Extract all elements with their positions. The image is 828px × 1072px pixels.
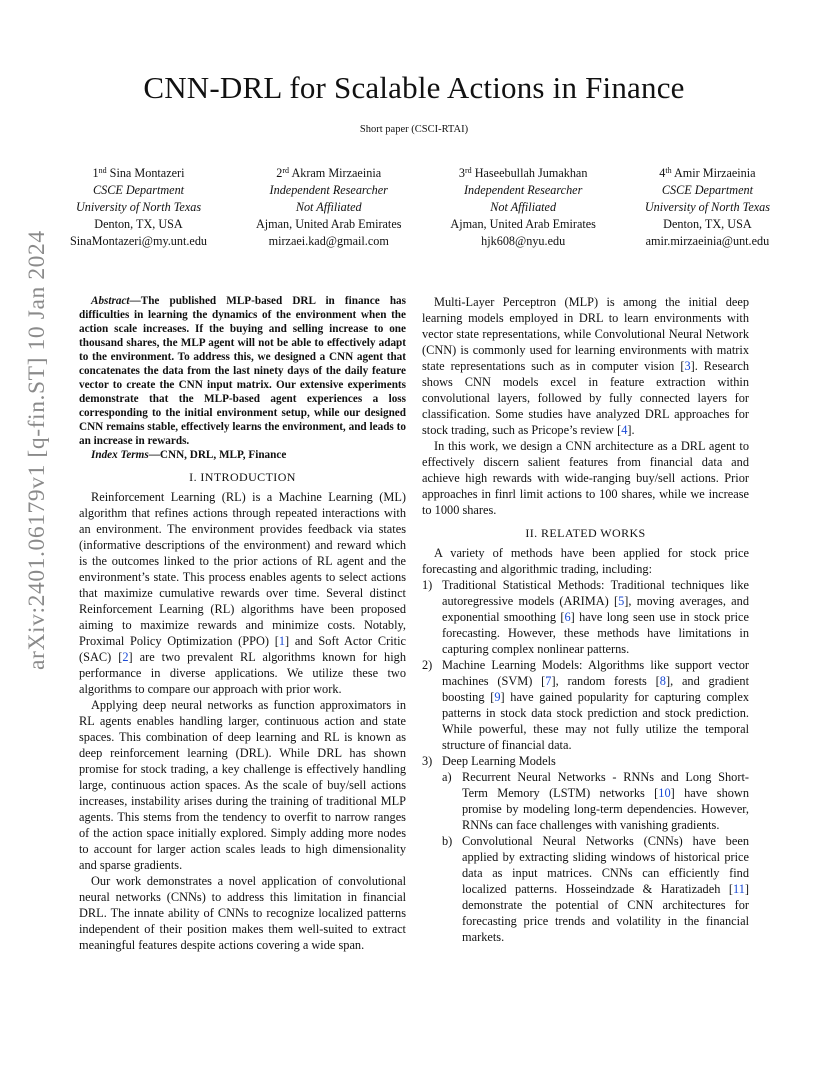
index-terms-text: —CNN, DRL, MLP, Finance: [148, 449, 287, 461]
author-4: [645, 162, 770, 250]
author-email: mirzaei.kad@gmail.com: [268, 234, 389, 248]
methods-list: [422, 577, 749, 945]
abstract-lead: Abstract: [91, 295, 130, 307]
citation-link[interactable]: [ 10 ]: [654, 786, 675, 800]
section-heading-introduction: I. INTRODUCTION: [189, 470, 296, 484]
author-name: 3rd Haseebullah Jumakhan: [458, 166, 588, 180]
author-3: [450, 162, 596, 250]
citation-link[interactable]: [ 5 ]: [614, 594, 628, 608]
related-intro-paragraph: A variety of methods have been applied for stock price forecasting and algorithmic trading, including:: [422, 546, 749, 576]
author-email: hjk608@nyu.edu: [481, 234, 566, 248]
author-affiliation: Not Affiliated: [295, 200, 362, 214]
author-2: [256, 162, 402, 250]
citation-link[interactable]: [ 9 ]: [490, 690, 504, 704]
citation-link[interactable]: [ 6 ]: [560, 610, 574, 624]
author-1: [70, 162, 207, 250]
list-item: 2) Machine Learning Models: Algorithms like support vector machines (SVM) [ 7 ] , random forests [ 8 ] , and gradient boosting [ 9 ] have gained popularity for capturing complex patterns in stock data stock prediction and stock prediction. While powerful, these may not fully utilize the temporal structure of financial data.: [422, 657, 749, 753]
paper-title: CNN-DRL for Scalable Actions in Finance: [143, 70, 685, 105]
abstract-text: —The published MLP-based DRL in finance has difficulties in learning the dynamics of the environment when the action scale increases. If the buying and selling increase to one thousand shares, the MLP agent will not be able to effectively adapt to the environment. To address this, we designed a CNN agent that concatenates the data from the last ninety days of the daily feature vector to create the CNN input matrix. Our extensive experiments demonstrate that the MLP-based agent experiences a loss corresponding to the initial environment setup, while our designed CNN remains stable, effectively learns the environment, and leads to an increase in rewards.: [79, 295, 406, 447]
citation-link[interactable]: [ 4 ]: [617, 423, 631, 437]
abstract: [79, 294, 406, 448]
index-terms: [79, 448, 406, 462]
intro-paragraph-5: In this work, we design a CNN architecture as a DRL agent to effectively discern salient features from financial data and achieve high rewards with wide-ranging buy/sell actions. Prior approaches in finrl limit actions to 100 shares, while we increase to 1000 shares.: [422, 439, 749, 517]
index-terms-lead: Index Terms: [91, 449, 149, 461]
deep-learning-sublist: [442, 769, 749, 945]
citation-link[interactable]: [ 2 ]: [118, 650, 132, 664]
author-location: Denton, TX, USA: [94, 217, 183, 231]
author-list: [70, 162, 770, 250]
section-heading-related-works: II. RELATED WORKS: [525, 526, 646, 540]
author-dept: Independent Researcher: [464, 183, 583, 197]
author-name: 4th Amir Mirzaeinia: [659, 166, 756, 180]
author-email: amir.mirzaeinia@unt.edu: [645, 234, 770, 248]
author-affiliation: Not Affiliated: [490, 200, 557, 214]
author-name: 2rd Akram Mirzaeinia: [276, 166, 382, 180]
right-column: [422, 294, 749, 945]
citation-link[interactable]: [ 8 ]: [656, 674, 670, 688]
citation-link[interactable]: [ 1 ]: [275, 634, 289, 648]
author-name: 1nd Sina Montazeri: [92, 166, 185, 180]
intro-paragraph-3: Our work demonstrates a novel application of convolutional neural networks (CNNs) to address this limitation in financial DRL. The innate ability of CNNs to recognize localized patterns independent of their position makes them well-suited to extract meaningful features despite actions covering a wide span.: [79, 874, 406, 952]
list-item: 3) Deep Learning Models a) Recurrent Neural Networks - RNNs and Long Short-Term Memory (LSTM) networks [ 10 ] have shown promise by modeling long-term dependencies. However, RNNs can face challenges with vanishing gradients. b) Convolutional Neural Networks (CNNs) have been applied by extracting sliding windows of historical price data as input matrices. CNNs can efficiently find localized patterns. Hosseindzade & Haratizadeh [ 11 ] demonstrate the potential of CNN architectures for forecasting price trends and volatility in the financial markets.: [422, 753, 749, 945]
author-dept: CSCE Department: [92, 183, 185, 197]
citation-link[interactable]: [ 3 ]: [680, 359, 694, 373]
author-affiliation: University of North Texas: [75, 200, 202, 214]
author-dept: Independent Researcher: [269, 183, 388, 197]
author-location: Ajman, United Arab Emirates: [450, 217, 596, 231]
list-item: b) Convolutional Neural Networks (CNNs) have been applied by extracting sliding windows of historical price data as input matrices. CNNs can efficiently find localized patterns. Hosseindzade & Haratizadeh [ 11 ] demonstrate the potential of CNN architectures for forecasting price trends and volatility in the financial markets.: [442, 833, 749, 945]
author-dept: CSCE Department: [661, 183, 753, 197]
citation-link[interactable]: [ 7 ]: [541, 674, 555, 688]
author-email: SinaMontazeri@my.unt.edu: [70, 234, 208, 248]
author-location: Ajman, United Arab Emirates: [255, 217, 402, 231]
paper-subtitle: Short paper (CSCI-RTAI): [359, 124, 469, 135]
arxiv-stamp-text: arXiv:2401.06179v1 [q-fin.ST] 10 Jan 2024: [24, 230, 50, 670]
author-location: Denton, TX, USA: [663, 217, 752, 231]
intro-paragraph-4: Multi-Layer Perceptron (MLP) is among the initial deep learning models employed in DRL to learn environments with vector state representations, while Convolutional Neural Network (CNN) is commonly used for learning environments with matrix state representations such as in computer vision [ 3 ] . Research shows CNN models excel in feature extraction within convolutional layers, followed by fully connected layers for classification. Some studies have analyzed DRL approaches for stock trading, such as Pricope’s review [ 4 ] .: [422, 294, 749, 438]
list-item: a) Recurrent Neural Networks - RNNs and Long Short-Term Memory (LSTM) networks [ 10 ] have shown promise by modeling long-term dependencies. However, RNNs can face challenges with vanishing gradients.: [442, 769, 749, 833]
intro-paragraph-1: Reinforcement Learning (RL) is a Machine Learning (ML) algorithm that refines actions through repeated interactions with an environment. The environment provides feedback via states (informative descriptions of the environment) and reward which is the outcomes linked to the prior actions of RL agent and the environment’s state. This process enables agents to select actions that maximize cumulative rewards over time. Several distinct Reinforcement Learning (RL) algorithms have been proposed aiming to maximize rewards and minimize costs. Notably, Proximal Policy Optimization (PPO) [ 1 ] and Soft Actor Critic (SAC) [ 2 ] are two prevalent RL algorithms known for high performance in diverse applications. We utilize these two algorithms to compare our approach with prior work.: [79, 489, 406, 697]
intro-paragraph-2: Applying deep neural networks as function approximators in RL agents enables handling larger, continuous action and state spaces. This combination of deep learning and RL is known as deep reinforcement learning (DRL). While DRL has shown promise for stock trading, a key challenge is effectively handling large, continuous action spaces. As the scale of buy/sell actions increases, instability arises during the training of traditional MLP agents. This stems from the tendency to overfit to narrow ranges of the action space initially explored. Simply adding more nodes to account for larger action scales leads to high dimensionality and sparse gradients.: [79, 698, 406, 872]
author-affiliation: University of North Texas: [644, 200, 770, 214]
citation-link[interactable]: [ 11 ]: [729, 882, 749, 896]
list-item: 1) Traditional Statistical Methods: Traditional techniques like autoregressive models (ARIMA) [ 5 ] , moving averages, and exponential smoothing [ 6 ] have long seen use in stock price forecasting. However, these methods have limitations in capturing complex nonlinear patterns.: [422, 577, 749, 657]
left-column: [79, 294, 406, 953]
